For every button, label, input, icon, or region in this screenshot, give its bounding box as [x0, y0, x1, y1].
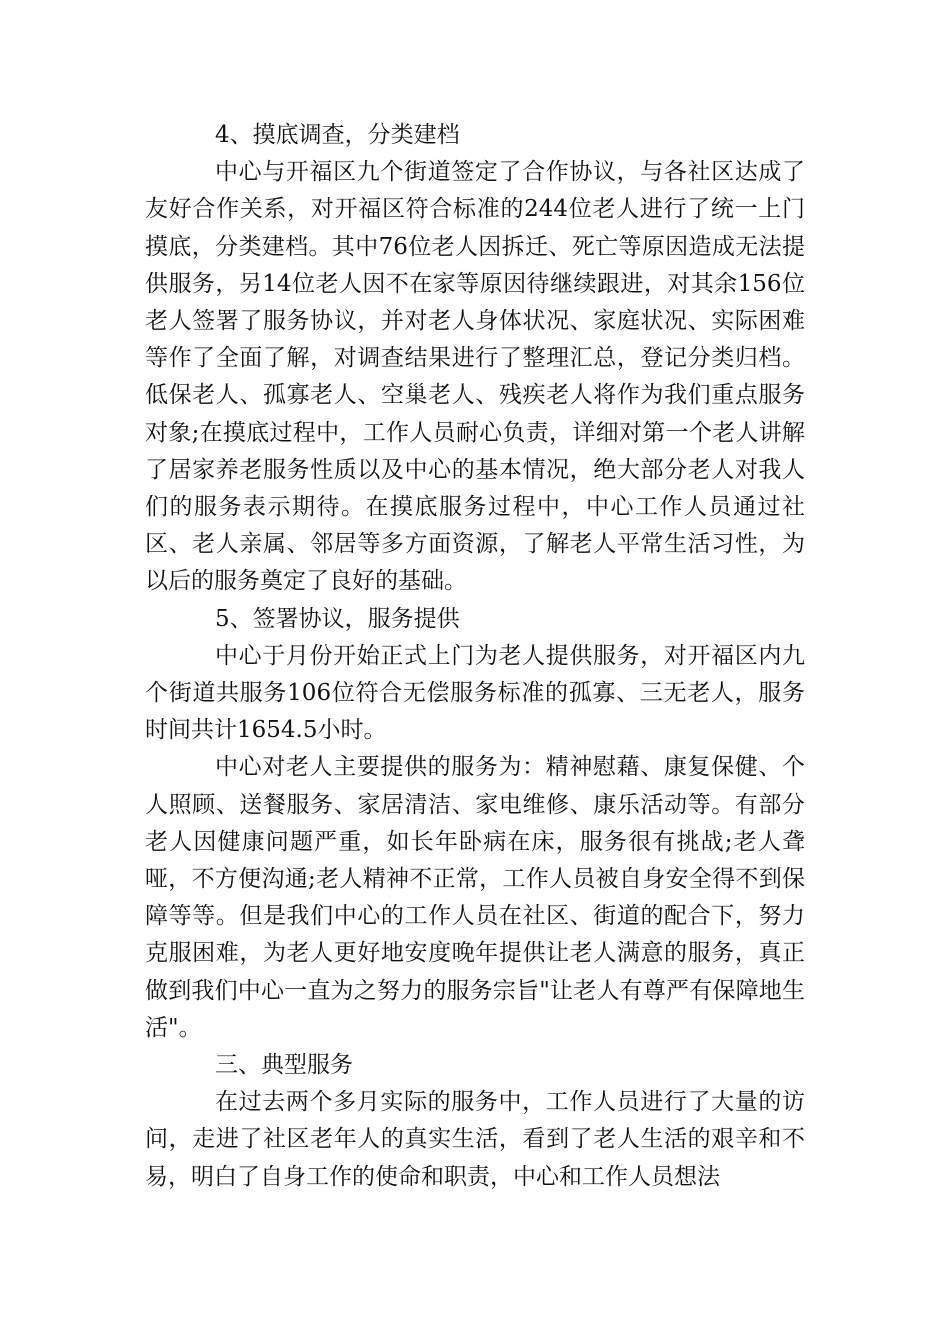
paragraph-typical-service: 在过去两个多月实际的服务中，工作人员进行了大量的访问，走进了社区老年人的真实生活，看到了老人生活的艰辛和不易，明白了自身工作的使命和职责，中心和工作人员想法	[145, 1089, 805, 1190]
paragraph-survey: 中心与开福区九个街道签定了合作协议，与各社区达成了友好合作关系，对开福区符合标准的244位老人进行了统一上门摸底，分类建档。其中76位老人因拆迁、死亡等原因造成无法提供服务，另14位老人因不在家等原因待继续跟进，对其余156位老人签署了服务协议，并对老人身体状况、家庭状况、实际困难等作了全面了解，对调查结果进行了整理汇总，登记分类归档。低保老人、孤寡老人、空巢老人、残疾老人将作为我们重点服务对象;在摸底过程中，工作人员耐心负责，详细对第一个老人讲解了居家养老服务性质以及中心的基本情况，绝大部分老人对我人们的服务表示期待。在摸底服务过程中，中心工作人员通过社区、老人亲属、邻居等多方面资源，了解老人平常生活习性，为以后的服务奠定了良好的基础。	[145, 159, 805, 595]
paragraph-service-content: 中心对老人主要提供的服务为：精神慰藉、康复保健、个人照顾、送餐服务、家居清洁、家电维修、康乐活动等。有部分老人因健康问题严重，如长年卧病在床，服务很有挑战;老人聋哑，不方便沟通;老人精神不正常，工作人员被自身安全得不到保障等等。但是我们中心的工作人员在社区、街道的配合下，努力克服困难，为老人更好地安度晚年提供让老人满意的服务，真正做到我们中心一直为之努力的服务宗旨"让老人有尊严有保障地生活"。	[145, 754, 805, 1041]
section-heading-5: 5、签署协议，服务提供	[215, 605, 460, 632]
paragraph-service-start: 中心于月份开始正式上门为老人提供服务，对开福区内九个街道共服务106位符合无偿服务标准的孤寡、三无老人，服务时间共计1654.5小时。	[145, 642, 805, 744]
document-body	[145, 117, 805, 1196]
section-heading-4: 4、摸底调查，分类建档	[215, 122, 460, 148]
section-heading-3: 三、典型服务	[215, 1052, 353, 1079]
